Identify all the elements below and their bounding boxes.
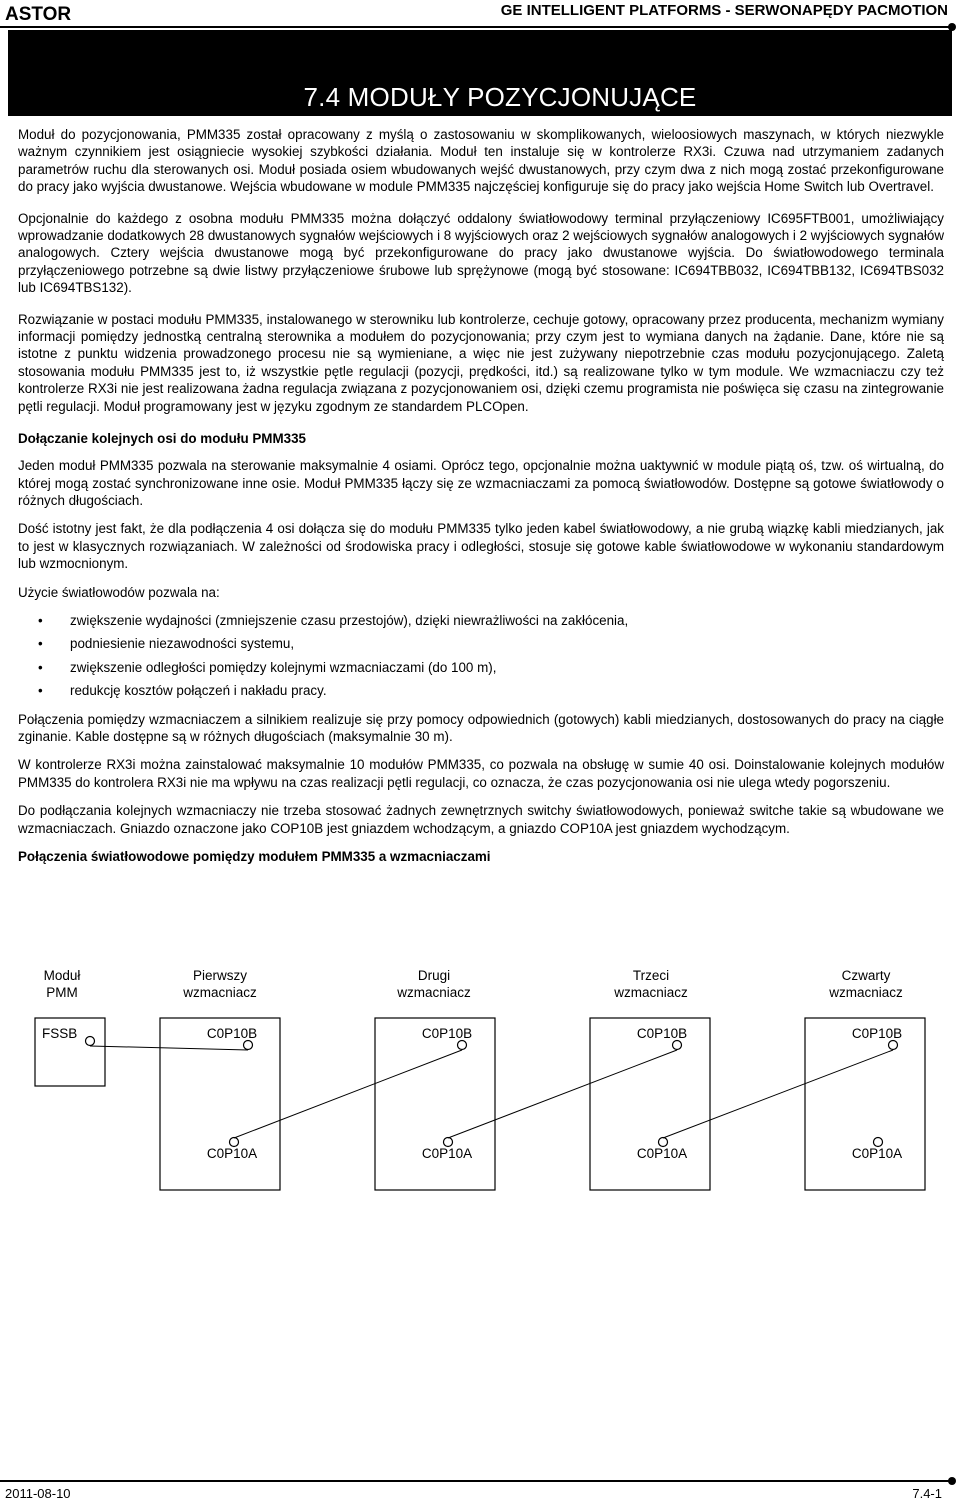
footer-rule-dot — [948, 1477, 956, 1485]
document-body — [18, 126, 944, 875]
amp4-port-out: C0P10A — [851, 1146, 903, 1161]
amp3-box — [590, 1018, 710, 1190]
bullet-icon: • — [38, 683, 43, 699]
header-rule — [0, 26, 952, 28]
amp4-label-2: wzmacniacz — [829, 985, 903, 1000]
amp1-label-2: wzmacniacz — [183, 985, 257, 1000]
amp4-box — [805, 1018, 925, 1190]
page-footer — [0, 1480, 960, 1500]
amp3-label-1: Trzeci — [632, 968, 670, 983]
paragraph-optional-terminal: Opcjonalnie do każdego z osobna modułu PMM335 można dołączyć oddalony światłowodowy terminal przyłączeniowy IC695FTB001, umożliwiający wprowadzanie dodatkowych 28 dwustanowych sygnałów wejściowych i 8 wyjściowych oraz 2 wejściowych sygnałów analogowych i 2 wyjściowych sygnałów analogowych. Cztery wejścia dwustanowe mogą być przekonfigurowane do pracy jako dwustanowe wyjścia. Do światłowodowego terminala przyłączeniowego potrzebne są dwie listwy przyłączeniowe śrubowe lub sprężynowe (mogą być stosowane: IC694TBB032, IC694TBB132, IC694TBS032 lub IC694TBS132). — [18, 210, 944, 296]
list-item: • podniesienie niezawodności systemu, — [38, 636, 295, 652]
amp2-port-in: C0P10B — [421, 1026, 473, 1041]
diagram-title: Połączenia światłowodowe pomiędzy modułem PMM335 a wzmacniaczami — [18, 849, 491, 864]
footer-rule — [0, 1480, 952, 1482]
page-header — [0, 0, 960, 30]
amp3-port-in: C0P10B — [636, 1026, 688, 1041]
paragraph-axes: Jeden moduł PMM335 pozwala na sterowanie maksymalnie 4 osiami. Oprócz tego, opcjonalnie można uaktywnić w module piątą oś, tzw. oś wirtualną, do której mogą zostać synchronizowane inne osie. Moduł PMM335 łączy się ze wzmacniaczami za pomocą światłowodów. Dostępne są gotowe światłowody o różnych długościach. — [18, 458, 944, 508]
paragraph-fiber: Dość istotny jest fakt, że dla podłączenia 4 osi dołącza się do modułu PMM335 tylko jeden kabel światłowodowy, a nie grubą wiązkę kabli miedzianych, jak to jest w klasycznych rozwiązaniach. W zależności od środowiska pracy i odległości, stosuje się gotowe kable światłowodowe w wykonaniu standardowym lub wzmocnionym. — [18, 521, 944, 572]
paragraph-solution: Rozwiązanie w postaci modułu PMM335, instalowanego w sterowniku lub kontrolerze, cechuje gotowy, opracowany przez producenta, mechanizm wymiany informacji pomiędzy jednostką centralną sterownika a modułem do pozycjonowania; przy czym jest to wymiana danych na żądanie. Dane, które nie są istotne z punktu widzenia prowadzonego procesu nie są wymieniane, a więc nie jest zużywany niepotrzebnie czas modułu pozycjonującego. Zaletą stosowania modułu PMM335 jest to, iż wszystkie pętle regulacji (pozycji, prędkości, itd.) są realizowane tylko w tym module. We wzmacniaczu czy też kontrolerze RX3i nie jest realizowana żadna regulacja związana z pozycjonowaniem osi, dzięki czemu programista nie poświęca się czasu na zintegrowanie pętli regulacji. Moduł programowany jest w języku zgodnym ze standardem PLCOpen. — [18, 311, 944, 414]
footer-date: 2011-08-10 — [5, 1486, 71, 1501]
paragraph-intro: Moduł do pozycjonowania, PMM335 został opracowany z myślą o zastosowaniu w skomplikowanych, wieloosiowych maszynach, w których niezwykle ważnym czynnikiem jest osiągniecie wysokiej szybkości działania. Moduł ten instaluje się w kontrolerze RX3i. Czuwa nad utrzymaniem zadanych parametrów ruchu dla sterowanych osi. Moduł posiada osiem wbudowanych wejść dwustanowych, przy czym dwa z nich mogą zostać przekonfigurowane do pracy jako wyjścia dwustanowe. Wejścia wbudowane w module PMM335 najczęściej konfiguruje się do pracy jako wejścia Home Switch lub Overtravel. — [18, 127, 944, 195]
amp1-port-in-dot — [244, 1041, 253, 1050]
module-port-fssb: FSSB — [42, 1026, 78, 1041]
paragraph-copper: Połączenia pomiędzy wzmacniaczem a silnikiem realizuje się przy pomocy odpowiednich (gotowych) kabli miedzianych, dostosowanych do pracy na ciągłe zginanie. Kable dostępne są w różnych długościach (maksymalnie 30 m). — [18, 711, 944, 744]
bullet-icon: • — [38, 612, 43, 628]
amp4-port-in-dot — [889, 1041, 898, 1050]
paragraph-switch: Do podłączania kolejnych wzmacniaczy nie trzeba stosować żadnych zewnętrznych switchy światłowodowych, ponieważ switche takie są wbudowane we wzmacniaczach. Gniazdo oznaczone jako COP10B jest gniazdem wchodzącym, a gniazdo COP10A jest gniazdem wychodzącym. — [18, 803, 944, 836]
amp3-port-in-dot — [673, 1041, 682, 1050]
list-item: • zwiększenie odległości pomiędzy kolejnymi wzmacniaczami (do 100 m), — [38, 659, 497, 675]
amp4-label-1: Czwarty — [841, 968, 891, 983]
bullet-icon: • — [38, 659, 43, 675]
amp2-label-1: Drugi — [417, 968, 451, 983]
brand-logo-text: ASTOR — [5, 4, 72, 25]
page-number: 7.4-1 — [912, 1486, 942, 1501]
amp2-port-out: C0P10A — [421, 1146, 473, 1161]
paragraph-rx3i: W kontrolerze RX3i można zainstalować maksymalnie 10 modułów PMM335, co pozwala na obsługę w sumie 40 osi. Doinstalowanie kolejnych modułów PMM335 do kontrolera RX3i nie ma wpływu na czas realizacji pętli regulacji, co oznacza, że czas pozycjonowania osi nie ulega wtedy pogorszeniu. — [18, 757, 944, 790]
header-title: GE INTELLIGENT PLATFORMS - SERWONAPĘDY PACMOTION — [500, 2, 948, 19]
amp1-port-out: C0P10A — [206, 1146, 258, 1161]
list-item: • redukcję kosztów połączeń i nakładu pracy. — [38, 683, 327, 699]
amp4-port-in: C0P10B — [851, 1026, 903, 1041]
subsection-title: Dołączanie kolejnych osi do modułu PMM335 — [18, 431, 306, 447]
list-item: • zwiększenie wydajności (zmniejszenie czasu przestojów), dzięki niewrażliwości na zakłócenia, — [38, 612, 629, 628]
module-label-2: PMM — [46, 985, 78, 1000]
section-title: 7.4 MODUŁY POZYCJONUJĄCE — [303, 82, 697, 112]
section-banner — [8, 30, 952, 116]
module-label-1: Moduł — [43, 968, 81, 983]
amp2-box — [375, 1018, 495, 1190]
amp2-port-in-dot — [458, 1041, 467, 1050]
amp1-port-in: C0P10B — [206, 1026, 258, 1041]
paragraph-fiber-use: Użycie światłowodów pozwala na: — [18, 584, 220, 600]
amp1-box — [160, 1018, 280, 1190]
amp1-label-1: Pierwszy — [192, 968, 248, 983]
module-port-dot — [86, 1037, 95, 1046]
bullet-icon: • — [38, 636, 43, 652]
benefits-list — [18, 612, 944, 700]
amp2-label-2: wzmacniacz — [397, 985, 471, 1000]
amp3-port-out: C0P10A — [636, 1146, 688, 1161]
fiber-connection-diagram — [0, 962, 960, 1202]
amp3-label-2: wzmacniacz — [614, 985, 688, 1000]
